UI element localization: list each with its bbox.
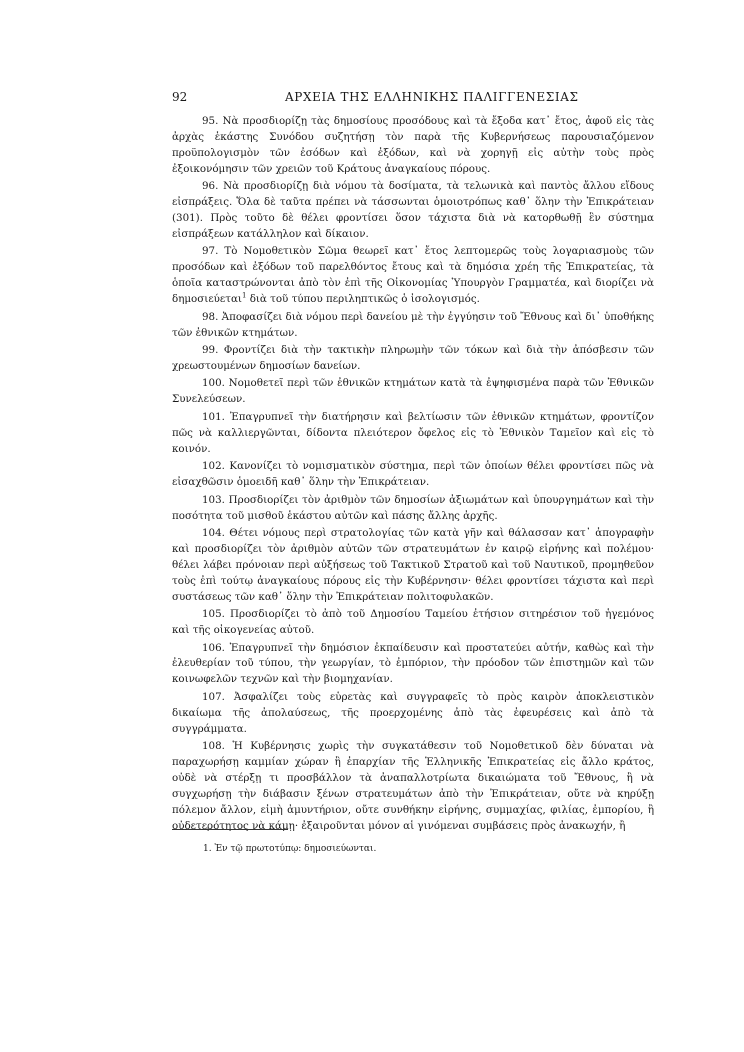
footnote-divider [172, 829, 288, 830]
paragraph-100: 100. Νομοθετεῖ περὶ τῶν ἐθνικῶν κτημάτων κατὰ τὰ ἐψηφισμένα παρὰ τῶν Ἐθνικῶν Συνελεύσεων. [172, 377, 654, 406]
paragraph-99: 99. Φροντίζει διὰ τὴν τακτικὴν πληρωμὴν τῶν τόκων καὶ διὰ τὴν ἀπόσβεσιν τῶν χρεωστουμένων δημοσίων δανείων. [172, 344, 654, 372]
paragraph-107: 107. Ἀσφαλίζει τοὺς εὑρετὰς καὶ συγγραφεῖς τὸ πρὸς καιρὸν ἀποκλειστικὸν δικαίωμα τῆς ἀπολαύσεως, τῆς προερχομένης ἀπὸ τὰς ἐφευρέσεις καὶ ἀπὸ τὰ συγγράμματα. [172, 690, 654, 735]
paragraph-96: 96. Νὰ προσδιορίζῃ διὰ νόμου τὰ δοσίματα, τὰ τελωνικὰ καὶ παντὸς ἄλλου εἴδους εἰσπράξεις. Ὅλα δὲ ταῦτα πρέπει νὰ τάσσωνται ὁμοιοτρόπως καθ᾽ ὅλην τὴν Ἐπικράτειαν (301). Πρὸς τοῦτο δὲ θέλει φροντίσει ὅσον τάχιστα διὰ νὰ κατορθωθῇ ἓν σύστημα εἰσπράξεων κατάλληλον καὶ δίκαιον. [172, 180, 654, 240]
paragraph-108: 108. Ἡ Κυβέρνησις χωρὶς τὴν συγκατάθεσιν τοῦ Νομοθετικοῦ δὲν δύναται νὰ παραχωρήσῃ καμμίαν χώραν ἢ ἐπαρχίαν τῆς Ἑλληνικῆς Ἐπικρατείας εἰς ἄλλο κράτος, οὐδὲ νὰ στέρξῃ τι προσβάλλον τὰ ἀναπαλλοτρίωτα δικαιώματα τοῦ Ἔθνους, ἢ νὰ συγχωρήσῃ τὴν διάβασιν ξένων στρατευμάτων ἀπὸ τὴν Ἐπικράτειαν, οὔτε νὰ κηρύξῃ πόλεμον ἄλλον, εἰμὴ ἀμυντήριον, οὔτε συνθήκην εἰρήνης, συμμαχίας, φιλίας, ἐμπορίου, ἢ οὐδετερότητος νὰ κάμῃ· ἐξαιροῦνται μόνον αἱ γινόμεναι συμβάσεις πρὸς ἀνακωχήν, ἢ [172, 740, 654, 832]
footnote: 1. Ἐν τῷ πρωτοτύπῳ: δημοσιεύωνται. [203, 844, 377, 854]
running-header [172, 89, 654, 105]
paragraph-95: 95. Νὰ προσδιορίζῃ τὰς δημοσίους προσόδους καὶ τὰ ἔξοδα κατ᾽ ἔτος, ἀφοῦ εἰς τὰς ἀρχὰς ἑκάστης Συνόδου συζητήσῃ τὸν παρὰ τῆς Κυβερνήσεως παρουσιαζόμενον προϋπολογισμὸν τῶν ἐσόδων καὶ ἐξόδων, καὶ νὰ χορηγῇ εἰς αὐτὴν τοὺς πρὸς ἐξοικονόμησιν τῶν χρειῶν τοῦ Κράτους ἀναγκαίους πόρους. [172, 115, 654, 175]
paragraph-103: 103. Προσδιορίζει τὸν ἀριθμὸν τῶν δημοσίων ἀξιωμάτων καὶ ὑπουργημάτων καὶ τὴν ποσότητα τοῦ μισθοῦ ἑκάστου αὐτῶν καὶ πάσης ἄλλης ἀρχῆς. [172, 493, 654, 522]
body-text [172, 114, 654, 836]
paragraph-101: 101. Ἐπαγρυπνεῖ τὴν διατήρησιν καὶ βελτίωσιν τῶν ἐθνικῶν κτημάτων, φροντίζον πῶς νὰ καλλιεργῶνται, δίδοντα πλειότερον ὄφελος εἰς τὸ Ἐθνικὸν Ταμεῖον καὶ εἰς τὸ κοινόν. [172, 410, 654, 455]
paragraph-102: 102. Κανονίζει τὸ νομισματικὸν σύστημα, περὶ τῶν ὁποίων θέλει φροντίσει πῶς νὰ εἰσαχθῶσιν ὁμοειδῆ καθ᾽ ὅλην τὴν Ἐπικράτειαν. [172, 460, 654, 489]
paragraph-105: 105. Προσδιορίζει τὸ ἀπὸ τοῦ Δημοσίου Ταμείου ἐτήσιον σιτηρέσιον τοῦ ἡγεμόνος καὶ τῆς οἰκογενείας αὐτοῦ. [172, 608, 654, 637]
paragraph-97-tail: διὰ τοῦ τύπου περιληπτικῶς ὁ ἰσολογισμός. [246, 293, 480, 306]
footnote-marker: 1 [241, 291, 247, 300]
paragraph-97-text: 97. Τὸ Νομοθετικὸν Σῶμα θεωρεῖ κατ᾽ ἔτος λεπτομερῶς τοὺς λογαριασμοὺς τῶν προσόδων καὶ ἐξόδων τοῦ παρελθόντος ἔτους καὶ τὰ δημόσια χρέη τῆς Ἐπικρατείας, τὰ ὁποῖα καταστρώνονται ἀπὸ τὸν ἐπὶ τῆς Οἰκονομίας Ὑπουργὸν Γραμματέα, καὶ διορίζει νὰ δημοσιεύεται [172, 245, 654, 306]
paragraph-106: 106. Ἐπαγρυπνεῖ τὴν δημόσιον ἐκπαίδευσιν καὶ προστατεύει αὐτήν, καθὼς καὶ τὴν ἐλευθερίαν τοῦ τύπου, τὴν γεωργίαν, τὸ ἐμπόριον, τὴν πρόοδον τῶν ἐπιστημῶν καὶ τῶν κοινωφελῶν τεχνῶν καὶ τὴν βιομηχανίαν. [172, 641, 654, 686]
page-number: 92 [172, 90, 188, 104]
running-title: ΑΡΧΕΙΑ ΤΗΣ ΕΛΛΗΝΙΚΗΣ ΠΑΛΙΓΓΕΝΕΣΙΑΣ [285, 90, 579, 104]
paragraph-104: 104. Θέτει νόμους περὶ στρατολογίας τῶν κατὰ γῆν καὶ θάλασσαν κατ᾽ ἀπογραφὴν καὶ προσδιορίζει τὸν ἀριθμὸν αὐτῶν τῶν στρατευμάτων ἐν καιρῷ εἰρήνης καὶ πολέμου· θέλει λάβει πρόνοιαν περὶ αὐξήσεως τοῦ Τακτικοῦ Στρατοῦ καὶ τοῦ Ναυτικοῦ, προμηθεῦον τοὺς ἐπὶ τούτῳ ἀναγκαίους πόρους εἰς τὴν Κυβέρνησιν· θέλει φροντίσει τάχιστα καὶ περὶ συστάσεως τῶν καθ᾽ ὅλην τὴν Ἐπικράτειαν πολιτοφυλακῶν. [172, 527, 654, 603]
paragraph-98: 98. Ἀποφασίζει διὰ νόμου περὶ δανείου μὲ τὴν ἐγγύησιν τοῦ Ἔθνους καὶ δι᾽ ὑποθήκης τῶν ἐθνικῶν κτημάτων. [172, 310, 654, 339]
paragraph-97 [172, 244, 654, 308]
